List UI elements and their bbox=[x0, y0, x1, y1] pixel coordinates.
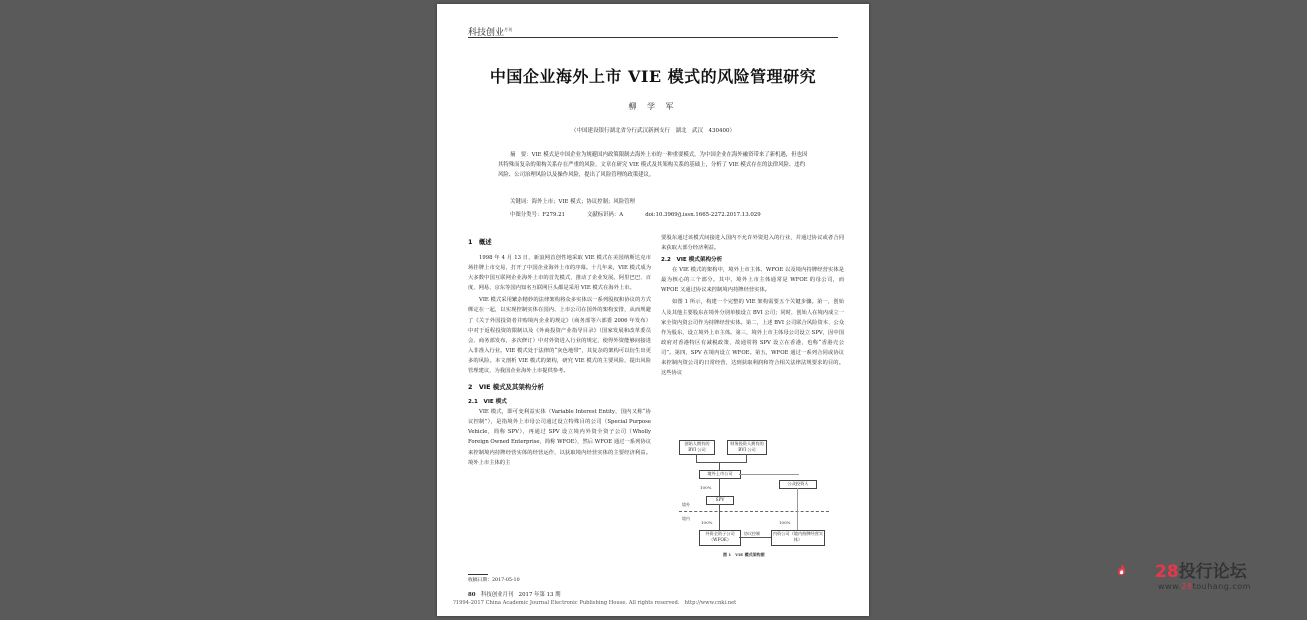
paragraph: 要股东通过该模式间接进入国内不允许外资进入的行业，并通过协议或者合同来获取大部分经济利益。 bbox=[661, 235, 844, 252]
received-date: 收稿日期：2017-05-10 bbox=[468, 578, 520, 583]
affiliation: （中国建设银行湖北省分行武汉新洲支行 湖北 武汉 430400） bbox=[571, 128, 735, 134]
paragraph: 如图 1 所示，构建一个完整的 VIE 架构需要五个关键步骤。第一，创始人及其他主要股东在境外分别单独设立 BVI 公司；同时，创始人在境内成立一家全资内资公司作为持牌经营实体。第二，上述 BVI 公司联合风险资本、公众作为股东，设立境外上市主体。第三，境外上市主体母公司设立 SPV，因中国政府对香港特区有减税政策，故通常将 SPV 设立在香港，也称“香港壳公司”。第四，SPV 在境内设立 WFOE。第五，WFOE 通过一系列合同或协议来控制内资公司的日常经营，达到获取利润和符合相关法律法规要求的目的。这些协议 bbox=[661, 299, 844, 377]
paragraph: 在 VIE 模式的架构中，境外上市主体、WFOE 以及境内持牌经营实体是最为核心的三个部分。其中，境外上市主体通常是 WFOE 的母公司，而 WFOE 又通过协议来控制境内持牌经营实体。 bbox=[661, 267, 844, 294]
right-column bbox=[661, 233, 844, 378]
domestic-company-box: 内资公司（境内持牌经营实体） bbox=[771, 530, 825, 546]
investor-bvi-box: 财务投资人拥有的 BVI 公司 bbox=[727, 440, 767, 455]
domestic-label: 境内 bbox=[682, 516, 690, 521]
keywords: 关键词：海外上市；VIE 模式；协议控制；风险管理 bbox=[510, 199, 635, 205]
paragraph: 1998 年 4 月 13 日，新浪网首创性地采取 VIE 模式在美国纳斯达克市场挂牌上市交易，打开了中国企业海外上市的序幕。十几年来，VIE 模式成为大多数中国互联网企业海外上市的首先模式，推动了企业发展。阿里巴巴、百度、网易、京东等国内知名互联网巨头都是采用 VIE 模式在海外上市。 bbox=[468, 255, 651, 292]
section-1-title: 1 概述 bbox=[468, 238, 492, 246]
article-title: 中国企业海外上市 VIE 模式的风险管理研究 bbox=[489, 67, 817, 86]
ownership-label: 100% bbox=[701, 520, 713, 525]
classification: 中图分类号：F279.21 文献标识码：A doi:10.3969/j.issn.1665-2272.2017.13.029 bbox=[510, 212, 761, 218]
section-2-1-title: 2.1 VIE 模式 bbox=[468, 399, 507, 406]
paragraph: VIE 模式，即可变利益实体（Variable Interest Entity，国内又称“协议控制”），是指境外上市母公司通过设立特殊目的公司（Special Purpose Vehicle，简称 SPV），再通过 SPV 设立境内外资全资子公司（Wholly Foreign Owned Enterprise，简称 WFOE），然后 WFOE 通过一系列协议来控制境内持牌经营实体的经营运作，以获取境内经营实体的主要经济利益。境外上市主体的主 bbox=[468, 409, 651, 466]
ownership-label: 100% bbox=[779, 520, 791, 525]
section-2-title: 2 VIE 模式及其架构分析 bbox=[468, 383, 544, 392]
founder-bvi-box: 创始人拥有的 BVI 公司 bbox=[679, 440, 715, 455]
journal-header: 科技创业$^{月刊}$ bbox=[468, 27, 513, 38]
listed-company-box: 境外上市公司 bbox=[699, 470, 741, 479]
header-rule bbox=[468, 37, 838, 38]
watermark-brand: 28投行论坛 bbox=[1155, 562, 1247, 582]
paragraph: VIE 模式采用繁杂精妙的法律架构将众多实体以一系列股权和协议的方式绑定在一起，以实现控制实体在国内、上市公司在国外的架构安排，从而规避了《关于外国投资者并购境内企业的规定》（商务部等六部委 2006 年发布）中对于返程投资的限制以及《外商投资产业指导目录》（国家发展和改革委员会、商务部发布，多次修订）中对外资进入行业的规定，使得外资能够间接进入非准入行业。VIE 模式处于法律的“灰色地带”，其复杂的架构可以衍生出更多的风险。本文剖析 VIE 模式的架构，研究 VIE 模式的主要风险，提出风险管理建议，为我国企业海外上市提供参考。 bbox=[468, 297, 651, 375]
public-investor-box: 公众投资人 bbox=[779, 480, 817, 489]
left-column bbox=[468, 237, 651, 468]
spv-box: SPV bbox=[706, 496, 734, 505]
section-2-2-title: 2.2 VIE 模式架构分析 bbox=[661, 257, 723, 264]
abstract: 摘 要：VIE 模式是中国企业为规避国内政策限制去海外上市的一种重要模式，为中国企业在海外融资带来了新机遇，但也因其特殊而复杂的架构关系存在严重的风险。文章在研究 VIE 模式及其架构关系的基础上，分析了 VIE 模式存在的法律风险、违约风险、公司治理风险以及操作风险，提出了风险管理的政策建议。 bbox=[498, 152, 808, 179]
agreement-control-label: 协议控制 bbox=[744, 531, 760, 536]
ownership-label: 100% bbox=[700, 485, 712, 490]
figure-caption: 图 1 VIE 模式架构图 bbox=[723, 552, 765, 557]
flame-logo-icon bbox=[1117, 545, 1157, 595]
document-page bbox=[437, 4, 869, 616]
footnote-rule bbox=[468, 574, 488, 575]
figure-vie-structure bbox=[667, 434, 847, 564]
page-footer: 80 科技创业月刊 2017 年第 13 期 bbox=[468, 592, 561, 598]
author: 柳 学 军 bbox=[628, 102, 678, 111]
wfoe-box: 外资全资子公司（WFOE） bbox=[699, 530, 741, 546]
copyright-line: ?1994-2017 China Academic Journal Electronic Publishing House. All rights reserved. http://www.cnki.net bbox=[453, 600, 737, 606]
overseas-label: 境外 bbox=[682, 502, 690, 507]
watermark-url: www.28touhang.com bbox=[1158, 582, 1251, 591]
